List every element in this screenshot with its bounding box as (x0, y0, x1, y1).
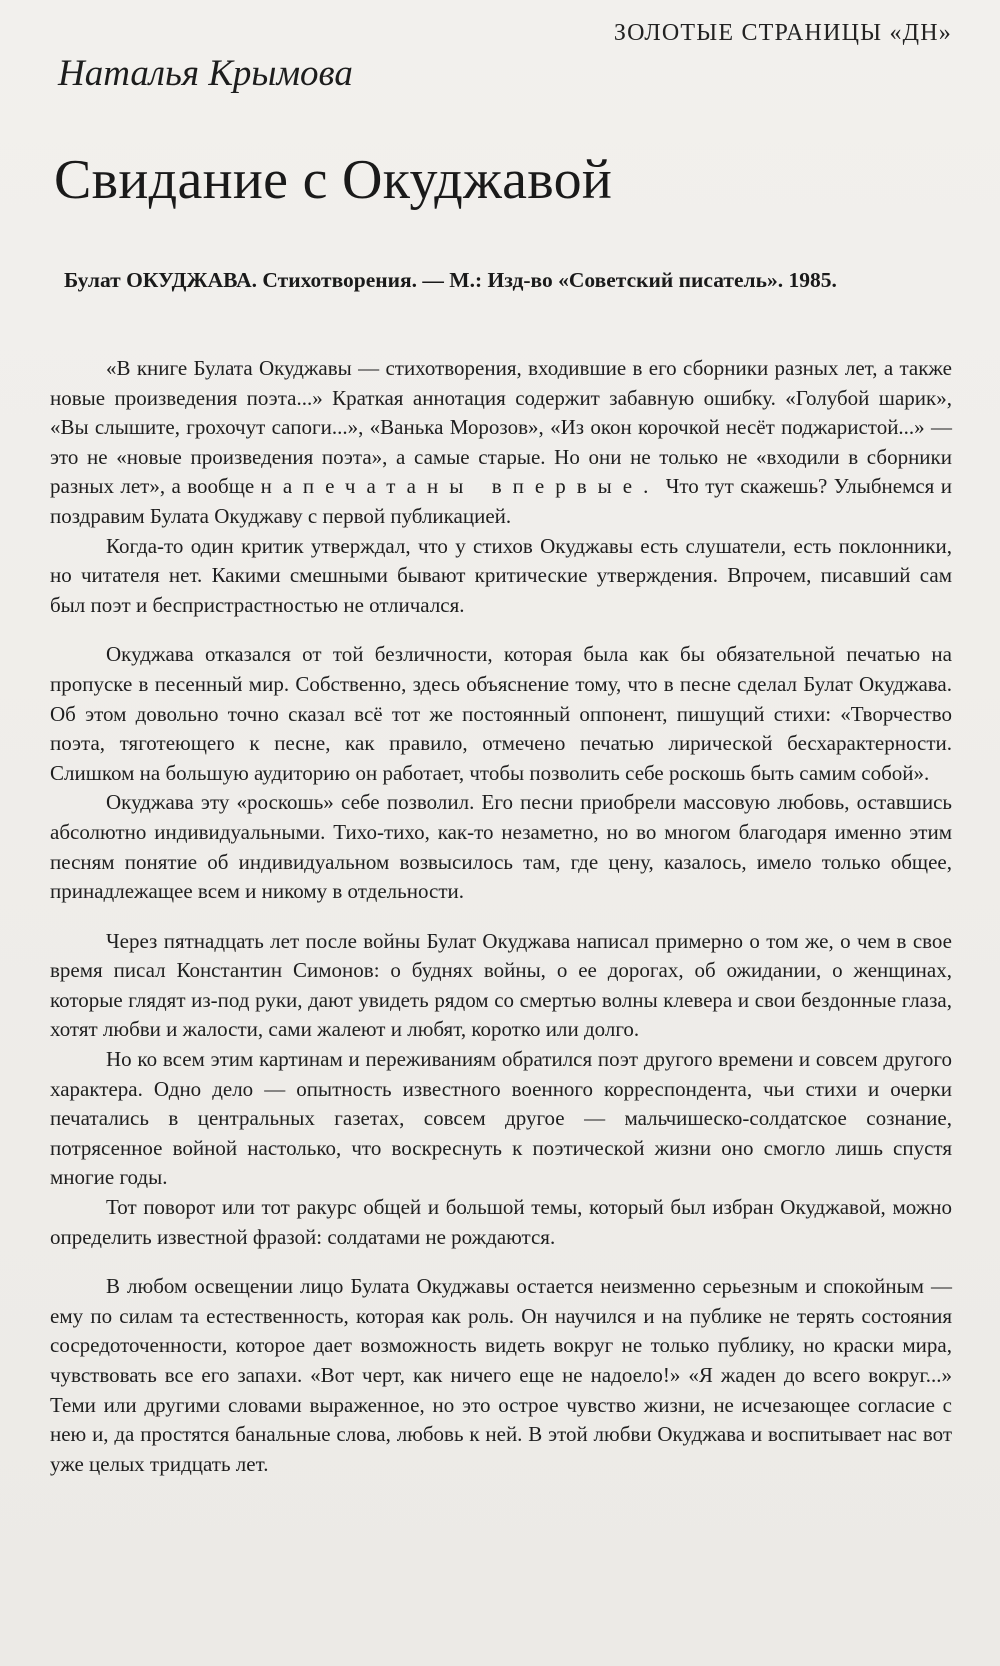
paragraph-3: Окуджава отказался от той безличности, которая была как бы обязательной печатью на пропуске в песенный мир. Собственно, здесь объяснение тому, что в песне сделал Булат Окуджава. Об этом довольно точно сказал всё тот же постоянный оппонент, пишущий стихи: «Творчество поэта, тяготеющего к песне, как правило, отмечено печатью лирической бесхарактерности. Слишком на большую аудиторию он работает, чтобы позволить себе роскошь быть самим собой». (50, 642, 952, 785)
paragraph-1-text-b: Что тут скажешь? Улыбнемся и поздравим Булата Окуджаву с первой публикацией. (50, 474, 952, 528)
paragraph-4: Окуджава эту «роскошь» себе позволил. Его песни приобрели массовую любовь, оставшись абсолютно индивидуальными. Тихо-тихо, как-то незаметно, но во многом благодаря именно этим песням понятие об индивидуальном возвысилось там, где цену, казалось, имело только общее, принадлежащее всем и никому в отдельности. (50, 790, 952, 904)
paragraph-1-text-a: «В книге Булата Окуджавы — стихотворения, входившие в его сборники разных лет, а также новые произведения поэта...» Краткая аннотация содержит забавную ошибку. «Голубой шарик», «Вы слышите, грохочут сапоги...», «Ванька Морозов», «Из окон корочкой несёт поджаристой...» — это не «новые произведения поэта», а самые старые. Но они не только не «входили в сборники разных лет», а вообще (50, 356, 952, 499)
running-head: ЗОЛОТЫЕ СТРАНИЦЫ «ДН» (613, 20, 952, 46)
paragraph-8: В любом освещении лицо Булата Окуджавы остается неизменно серьезным и спокойным — ему по силам та естественность, которая как роль. Он научился и на публике не терять состояния сосредоточенности, которое дает возможность видеть вокруг не только публику, но краски мира, чувствовать все его запахи. «Вот черт, как ничего еще не надоело!» «Я жаден до всего вокруг...» Теми или другими словами выраженное, но это острое чувство жизни, не исчезающее согласие с нею и, да простятся банальные слова, любовь к ней. В этой любви Окуджава и воспитывает нас вот уже целых тридцать лет. (50, 1274, 952, 1476)
author-name: Наталья Крымова (58, 53, 353, 94)
paragraph-1-emphasis: напечатаны впервые. (260, 474, 660, 499)
article-body (50, 354, 952, 1479)
paragraph-5: Через пятнадцать лет после войны Булат Окуджава написал примерно о том же, о чем в свое время писал Константин Симонов: о буднях войны, о ее дорогах, об ожидании, о женщинах, которые глядят из-под руки, дают увидеть рядом со смертью волны клевера и свои бездонные глаза, хотят любви и жалости, сами жалеют и любят, коротко или долго. (50, 928, 952, 1042)
paragraph-1 (50, 354, 952, 532)
article-title: Свидание с Окуджавой (54, 149, 613, 211)
paragraph-7: Тот поворот или тот ракурс общей и большой темы, который был избран Окуджавой, можно определить известной фразой: солдатами не рождаются. (50, 1195, 952, 1249)
book-reference: Булат ОКУДЖАВА. Стихотворения. — М.: Изд-во «Советский писатель». 1985. (64, 268, 837, 292)
paragraph-6: Но ко всем этим картинам и переживаниям обратился поэт другого времени и совсем другого характера. Одно дело — опытность известного военного корреспондента, чьи стихи и очерки печатались в центральных газетах, совсем другое — мальчишеско-солдатское сознание, потрясенное войной настолько, что воскреснуть к поэтической жизни оно смогло лишь спустя многие годы. (50, 1047, 952, 1190)
paragraph-2: Когда-то один критик утверждал, что у стихов Окуджавы есть слушатели, есть поклонники, но читателя нет. Какими смешными бывают критические утверждения. Впрочем, писавший сам был поэт и беспристрастностью не отличался. (50, 533, 952, 617)
